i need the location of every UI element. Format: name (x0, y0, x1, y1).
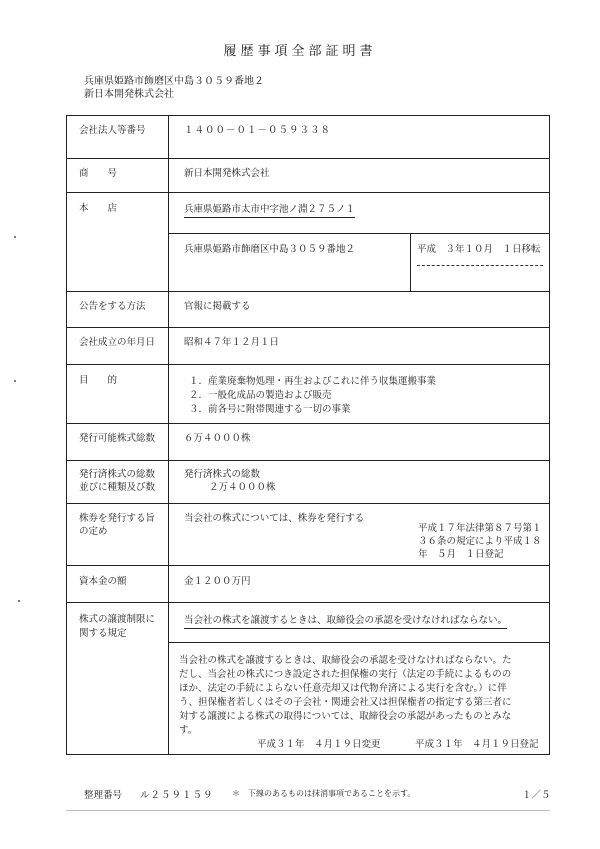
transfer-subdivider (168, 642, 549, 643)
document-title: 履歴事項全部証明書 (223, 44, 377, 59)
margin-speck (14, 380, 16, 382)
capital-label: 資本金の額 (79, 576, 127, 587)
purpose-item: １．産業廃棄物処理・再生およびこれに伴う収集運搬事業 (189, 376, 437, 387)
head-office-dashed (417, 265, 543, 266)
ref-label: 整理番号 (84, 790, 123, 801)
transfer-line: だし、当会社の株式につき設定された担保権の実行（法定の手続によるものの (179, 669, 512, 680)
footer-note: ＊ 下線のあるものは抹消事項であることを示す。 (232, 789, 416, 798)
row-head-office (67, 193, 549, 292)
certificates-label-2: の定め (79, 526, 108, 537)
issued-shares-value-1: 発行済株式の総数 (184, 469, 261, 480)
capital-value: 金１２００万円 (184, 576, 251, 587)
authorized-shares-label: 発行可能株式総数 (79, 433, 156, 444)
purpose-label: 目 的 (79, 375, 118, 386)
trade-name-value: 新日本開発株式会社 (184, 168, 270, 179)
ref-value: ル２５９１５９ (140, 790, 214, 801)
row-corp-no (67, 116, 549, 159)
transfer-line: 当会社の株式を譲渡するときは、取締役会の承認を受けなければならない。た (179, 655, 512, 666)
authorized-shares-value: ６万４０００株 (184, 433, 251, 444)
purpose-item: ３．前各号に附帯関連する一切の事業 (189, 404, 351, 415)
margin-speck (14, 236, 16, 238)
transfer-old-value: 当会社の株式を譲渡するときは、取締役会の承認を受けなければならない。 (184, 614, 507, 629)
certificates-note-1: 平成１７年法律第８７号第１ (418, 523, 542, 534)
certificates-note-3: 年 ５月 １日登記 (418, 549, 504, 560)
margin-speck (18, 600, 20, 602)
transfer-line: う、担保権者若しくはその子会社・関連会社又は担保権者の指定する第三者に (179, 697, 512, 708)
transfer-new-value (179, 654, 544, 738)
issued-shares-label-2: 並びに種類及び数 (79, 482, 156, 493)
row-authorized-shares (67, 424, 549, 461)
header-company: 新日本開発株式会社 (84, 89, 174, 100)
row-issued-shares (67, 461, 549, 504)
transfer-line: す。 (179, 725, 198, 736)
row-established (67, 328, 549, 365)
issued-shares-label-1: 発行済株式の総数 (79, 469, 156, 480)
certificates-note-2: ３６条の規定により平成１８ (418, 536, 542, 547)
page-number: １／５ (522, 790, 551, 801)
public-notice-label: 公告をする方法 (79, 301, 146, 312)
corp-no-value: １４００－０１－０５９３３８ (184, 125, 332, 136)
corp-no-label: 会社法人等番号 (79, 125, 146, 136)
transfer-changed: 平成３１年 ４月１９日変更 (257, 739, 381, 750)
head-office-moved: 平成 ３年１０月 １日移転 (417, 244, 541, 255)
issued-shares-value-2: ２万４０００株 (209, 482, 276, 493)
register-table (66, 115, 550, 755)
row-trade-name (67, 159, 549, 193)
head-office-label: 本 店 (79, 203, 118, 214)
head-office-new: 兵庫県姫路市飾磨区中島３０５９番地２ (184, 244, 356, 255)
established-value: 昭和４７年１２月１日 (184, 337, 280, 348)
row-public-notice (67, 292, 549, 328)
row-certificates (67, 504, 549, 566)
transfer-label-1: 株式の譲渡制限に (79, 614, 156, 625)
transfer-line: 対する譲渡による株式の取得については、取締役会の承認があったものとみな (179, 711, 512, 722)
transfer-registered: 平成３１年 ４月１９日登記 (415, 739, 539, 750)
head-office-subdivider (168, 233, 549, 234)
trade-name-label: 商 号 (79, 168, 118, 179)
head-office-old: 兵庫県姫路市太市中字池ノ淵２７５ノ１ (184, 203, 355, 218)
established-label: 会社成立の年月日 (79, 337, 156, 348)
certificates-label-1: 株券を発行する旨 (79, 513, 156, 524)
head-office-note-divider (410, 234, 411, 291)
public-notice-value: 官報に掲載する (184, 301, 251, 312)
certificates-value: 当会社の株式については、株券を発行する (184, 513, 365, 524)
bottom-rule (66, 810, 550, 811)
row-purpose (67, 365, 549, 424)
row-transfer (67, 603, 549, 754)
transfer-line: ほか、法定の手続によらない任意売却又は代物弁済による実行を含む。）に伴 (179, 683, 507, 694)
header-address: 兵庫県姫路市飾磨区中島３０５９番地２ (84, 76, 264, 87)
transfer-label-2: 関する規定 (79, 628, 127, 639)
row-capital (67, 566, 549, 603)
purpose-item: ２．一般化成品の製造および販売 (189, 390, 332, 401)
